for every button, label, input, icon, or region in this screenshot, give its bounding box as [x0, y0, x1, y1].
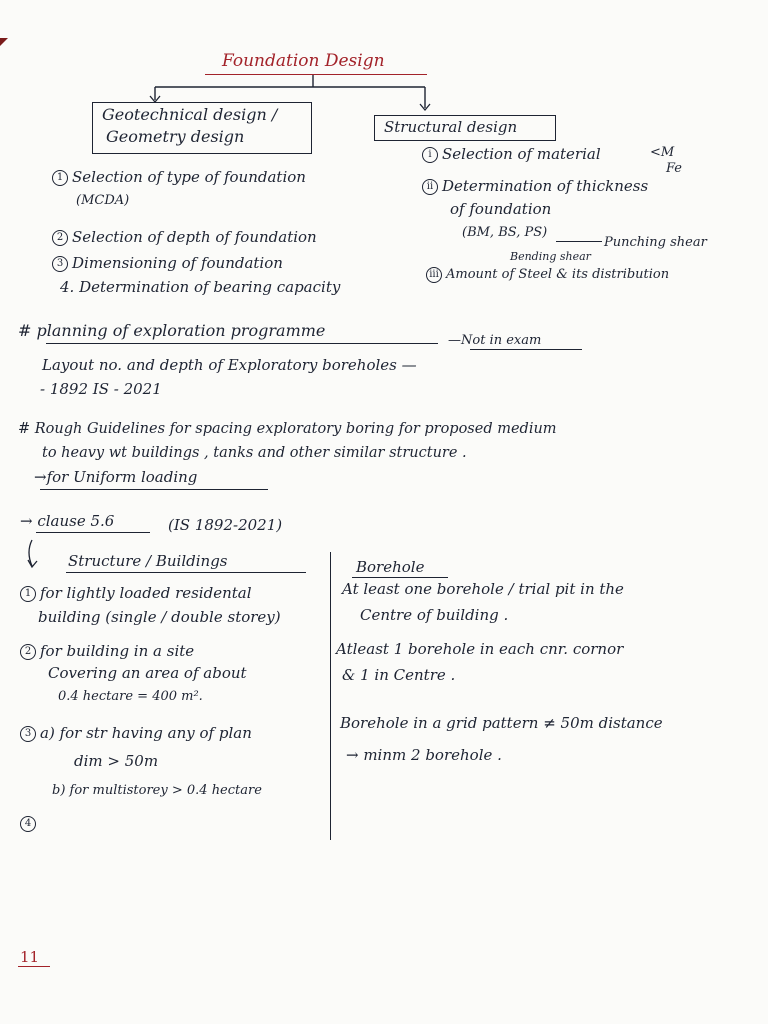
table-row-2-right-1: Atleast 1 borehole in each cnr. cornor [336, 640, 624, 658]
table-row-1-left-2: building (single / double storey) [38, 608, 281, 626]
planning-line-2: - 1892 IS - 2021 [40, 380, 162, 398]
table-row-1-right-2: Centre of building . [360, 606, 509, 624]
structural-item-2-text: Determination of thickness [442, 177, 649, 195]
structural-item-1 [422, 145, 601, 163]
table-row-1-left-1 [20, 584, 252, 602]
structure-header-underline [66, 572, 306, 573]
material-note-m: <M [650, 145, 675, 160]
number-circle: i [422, 147, 438, 163]
number-circle: ii [422, 179, 438, 195]
page-number-mark: 11 [20, 948, 40, 966]
borehole-header-underline [352, 577, 448, 578]
table-row-2-right-2: & 1 in Centre . [342, 666, 456, 684]
table-row-4 [20, 814, 40, 832]
number-circle: iii [426, 267, 442, 283]
clause-ref: (IS 1892-2021) [168, 516, 283, 534]
number-circle: 3 [52, 256, 68, 272]
clause-text: clause 5.6 [37, 512, 115, 530]
uniform-loading-text: for Uniform loading [46, 468, 198, 486]
table-header-borehole: Borehole [356, 558, 425, 576]
number-circle: 2 [20, 644, 36, 660]
row1-left-text-1: for lightly loaded residental [40, 584, 252, 602]
row2-left-text-1: for building in a site [40, 642, 195, 660]
table-header-structure: Structure / Buildings [68, 552, 228, 570]
structural-item-3 [426, 266, 669, 284]
planning-heading: # planning of exploration programme [18, 321, 326, 340]
planning-underline [46, 343, 438, 344]
number-circle: 1 [52, 170, 68, 186]
number-circle: 4 [20, 816, 36, 832]
geotech-item-1-note: (MCDA) [76, 193, 130, 208]
number-circle: 2 [52, 230, 68, 246]
not-in-exam-text: Not in exam [461, 333, 542, 348]
punching-shear-label: Punching shear [604, 235, 707, 250]
structural-item-1-text: Selection of material [442, 145, 601, 163]
guidelines-line-2: to heavy wt buildings , tanks and other similar structure . [42, 445, 467, 461]
structural-item-2 [422, 177, 648, 195]
table-row-2-left-1 [20, 642, 194, 660]
table-row-2-left-3: 0.4 hectare = 400 m². [58, 689, 203, 704]
structural-item-2-cont: of foundation [450, 200, 552, 218]
number-circle: 3 [20, 726, 36, 742]
structural-item-3-text: Amount of Steel & its distribution [446, 267, 670, 282]
bending-shear-label: Bending shear [510, 250, 591, 263]
number-circle: 1 [20, 586, 36, 602]
geotech-item-4: 4. Determination of bearing capacity [60, 278, 341, 296]
not-in-exam-note: —Not in exam [448, 333, 542, 348]
material-m: M [660, 145, 675, 160]
table-column-divider [330, 552, 331, 840]
material-note-fe: Fe [666, 161, 683, 176]
table-row-3-left-2: dim > 50m [74, 752, 159, 770]
planning-line-1: Layout no. and depth of Exploratory boreholes — [42, 356, 417, 374]
uniform-loading-underline [40, 489, 268, 490]
table-row-3-right-1: Borehole in a grid pattern ≠ 50m distance [340, 714, 663, 732]
clause-line: → clause 5.6 [20, 512, 115, 530]
clause-arrow [0, 0, 60, 580]
table-row-3-left-3: b) for multistorey > 0.4 hectare [52, 783, 262, 798]
geotech-item-1-text: Selection of type of foundation [72, 168, 306, 186]
geotech-item-3 [52, 254, 283, 272]
structural-item-2-sub: (BM, BS, PS) [462, 225, 548, 240]
table-row-1-right-1: At least one borehole / trial pit in the [342, 580, 624, 598]
page-title: Foundation Design [222, 51, 385, 71]
not-in-exam-underline [470, 349, 582, 350]
geotech-box-line2: Geometry design [106, 127, 245, 146]
geotech-item-3-text: Dimensioning of foundation [72, 254, 283, 272]
row3-left-text-1: a) for str having any of plan [40, 724, 252, 742]
table-row-2-left-2: Covering an area of about [48, 664, 247, 682]
structural-box-label: Structural design [384, 118, 518, 136]
geotech-item-2 [52, 228, 317, 246]
page-number-underline [18, 966, 50, 967]
table-row-3-right-2: → minm 2 borehole . [346, 746, 502, 764]
table-row-3-left-1 [20, 724, 252, 742]
guidelines-line-3: →for Uniform loading [34, 468, 198, 486]
punching-arrow-line [556, 241, 602, 242]
geotech-item-2-text: Selection of depth of foundation [72, 228, 317, 246]
geotech-box-line1: Geotechnical design / [102, 105, 278, 124]
guidelines-line-1: # Rough Guidelines for spacing exploratory boring for proposed medium [18, 421, 557, 437]
geotech-item-1 [52, 168, 306, 186]
